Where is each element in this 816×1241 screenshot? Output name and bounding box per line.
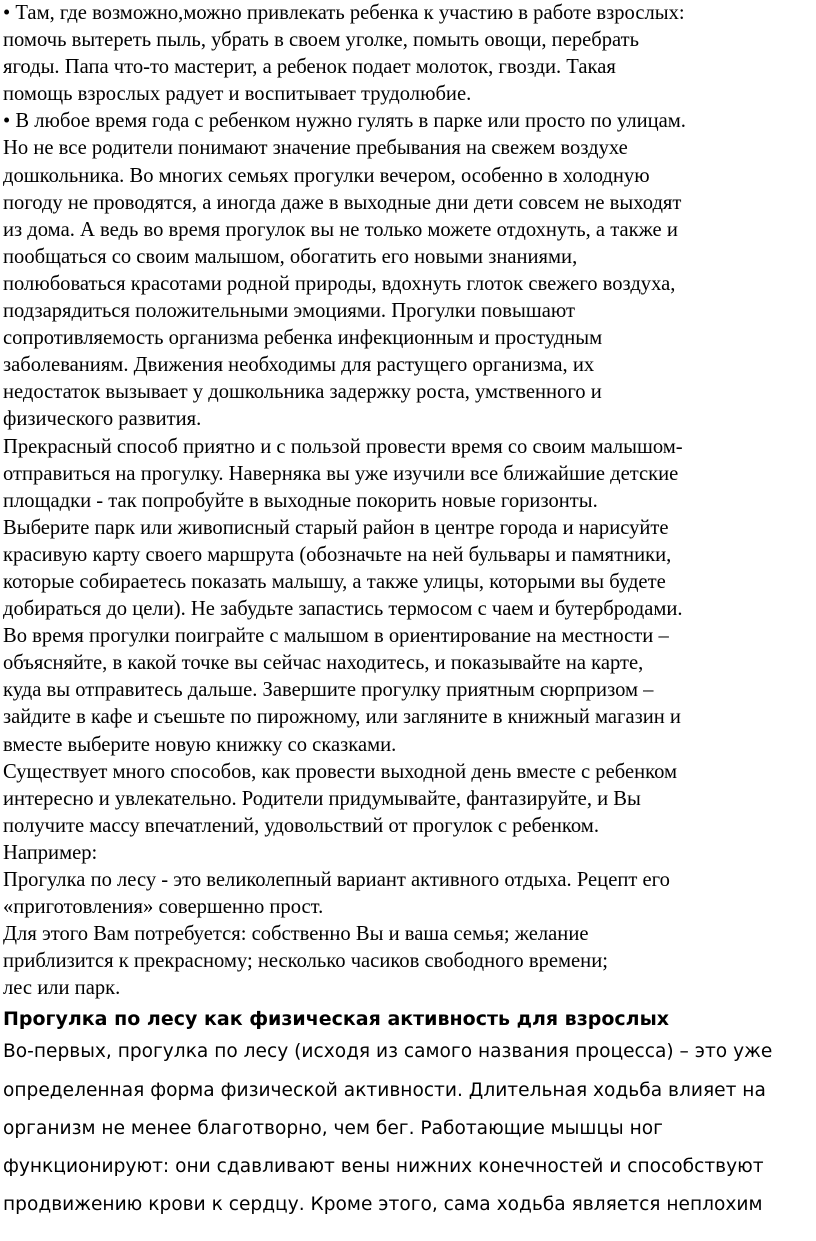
text-line: отправиться на прогулку. Наверняка вы уже изучили все ближайшие детские <box>3 462 679 485</box>
text-line: из дома. А ведь во время прогулок вы не только можете отдохнуть, а также и <box>3 218 678 241</box>
text-line: продвижению крови к сердцу. Кроме этого, сама ходьба является неплохим <box>3 1194 763 1216</box>
section-heading: Прогулка по лесу как физическая активность для взрослых <box>3 1008 670 1031</box>
text-line: Прогулка по лесу - это великолепный вариант активного отдыха. Рецепт его <box>3 869 670 891</box>
text-line: площадки - так попробуйте в выходные покорить новые горизонты. <box>3 489 598 512</box>
body-text-sans <box>3 1033 816 1224</box>
text-line: физического развития. <box>3 408 202 431</box>
text-line: Существует много способов, как провести выходной день вместе с ребенком <box>3 760 678 783</box>
body-text-serif <box>3 0 816 1002</box>
text-line: Но не все родители понимают значение пребывания на свежем воздухе <box>3 137 628 160</box>
text-line: вместе выберите новую книжку со сказками. <box>3 733 397 756</box>
text-line: Например: <box>3 841 98 864</box>
text-line: которые собираетесь показать малышу, а также улицы, которыми вы будете <box>3 570 666 593</box>
text-line: погоду не проводятся, а иногда даже в выходные дни дети совсем не выходят <box>3 191 682 214</box>
text-line: «приготовления» совершенно прост. <box>3 896 324 919</box>
text-line: ягоды. Папа что-то мастерит, а ребенок подает молоток, гвозди. Такая <box>3 56 616 79</box>
text-line: Во время прогулки поиграйте с малышом в ориентирование на местности – <box>3 625 669 648</box>
text-line: Во-первых, прогулка по лесу (исходя из самого названия процесса) – это уже <box>3 1041 773 1063</box>
text-line: заболеваниям. Движения необходимы для растущего организма, их <box>3 354 595 377</box>
text-line: Выберите парк или живописный старый район в центре города и нарисуйте <box>3 516 669 539</box>
text-line: помощь взрослых радует и воспитывает трудолюбие. <box>3 83 472 106</box>
text-line: организм не менее благотворно, чем бег. Работающие мышцы ног <box>3 1117 663 1139</box>
text-line: приблизится к прекрасному; несколько часиков свободного времени; <box>3 950 608 973</box>
text-line: зайдите в кафе и съешьте по пирожному, или загляните в книжный магазин и <box>3 706 681 729</box>
text-line: • Там, где возможно,можно привлекать ребенка к участию в работе взрослых: <box>3 2 685 24</box>
text-line: сопротивляемость организма ребенка инфекционным и простудным <box>3 327 603 350</box>
text-line: куда вы отправитесь дальше. Завершите прогулку приятным сюрпризом – <box>3 679 654 702</box>
text-line: недостаток вызывает у дошкольника задержку роста, умственного и <box>3 381 602 404</box>
text-line: получите массу впечатлений, удовольствий от прогулок с ребенком. <box>3 814 599 837</box>
text-line: Для этого Вам потребуется: собственно Вы и ваша семья; желание <box>3 923 589 946</box>
text-line: объясняйте, в какой точке вы сейчас находитесь, и показывайте на карте, <box>3 652 644 675</box>
text-line: определенная форма физической активности. Длительная ходьба влияет на <box>3 1079 766 1101</box>
text-line: • В любое время года с ребенком нужно гулять в парке или просто по улицам. <box>3 110 686 133</box>
text-line: Прекрасный способ приятно и с пользой провести время со своим малышом- <box>3 435 683 458</box>
text-line: полюбоваться красотами родной природы, вдохнуть глоток свежего воздуха, <box>3 272 676 295</box>
text-line: пообщаться со своим малышом, обогатить его новыми знаниями, <box>3 245 578 268</box>
text-line: красивую карту своего маршрута (обозначьте на ней бульвары и памятники, <box>3 543 672 566</box>
text-line: подзарядиться положительными эмоциями. Прогулки повышают <box>3 300 575 323</box>
text-line: дошкольника. Во многих семьях прогулки вечером, особенно в холодную <box>3 164 650 187</box>
text-line: функционируют: они сдавливают вены нижних конечностей и способствуют <box>3 1156 764 1178</box>
text-line: интересно и увлекательно. Родители придумывайте, фантазируйте, и Вы <box>3 787 641 810</box>
text-line: помочь вытереть пыль, убрать в своем уголке, помыть овощи, перебрать <box>3 29 640 52</box>
text-line: добираться до цели). Не забудьте запастись термосом с чаем и бутербродами. <box>3 598 683 621</box>
text-line: лес или парк. <box>3 977 121 1000</box>
